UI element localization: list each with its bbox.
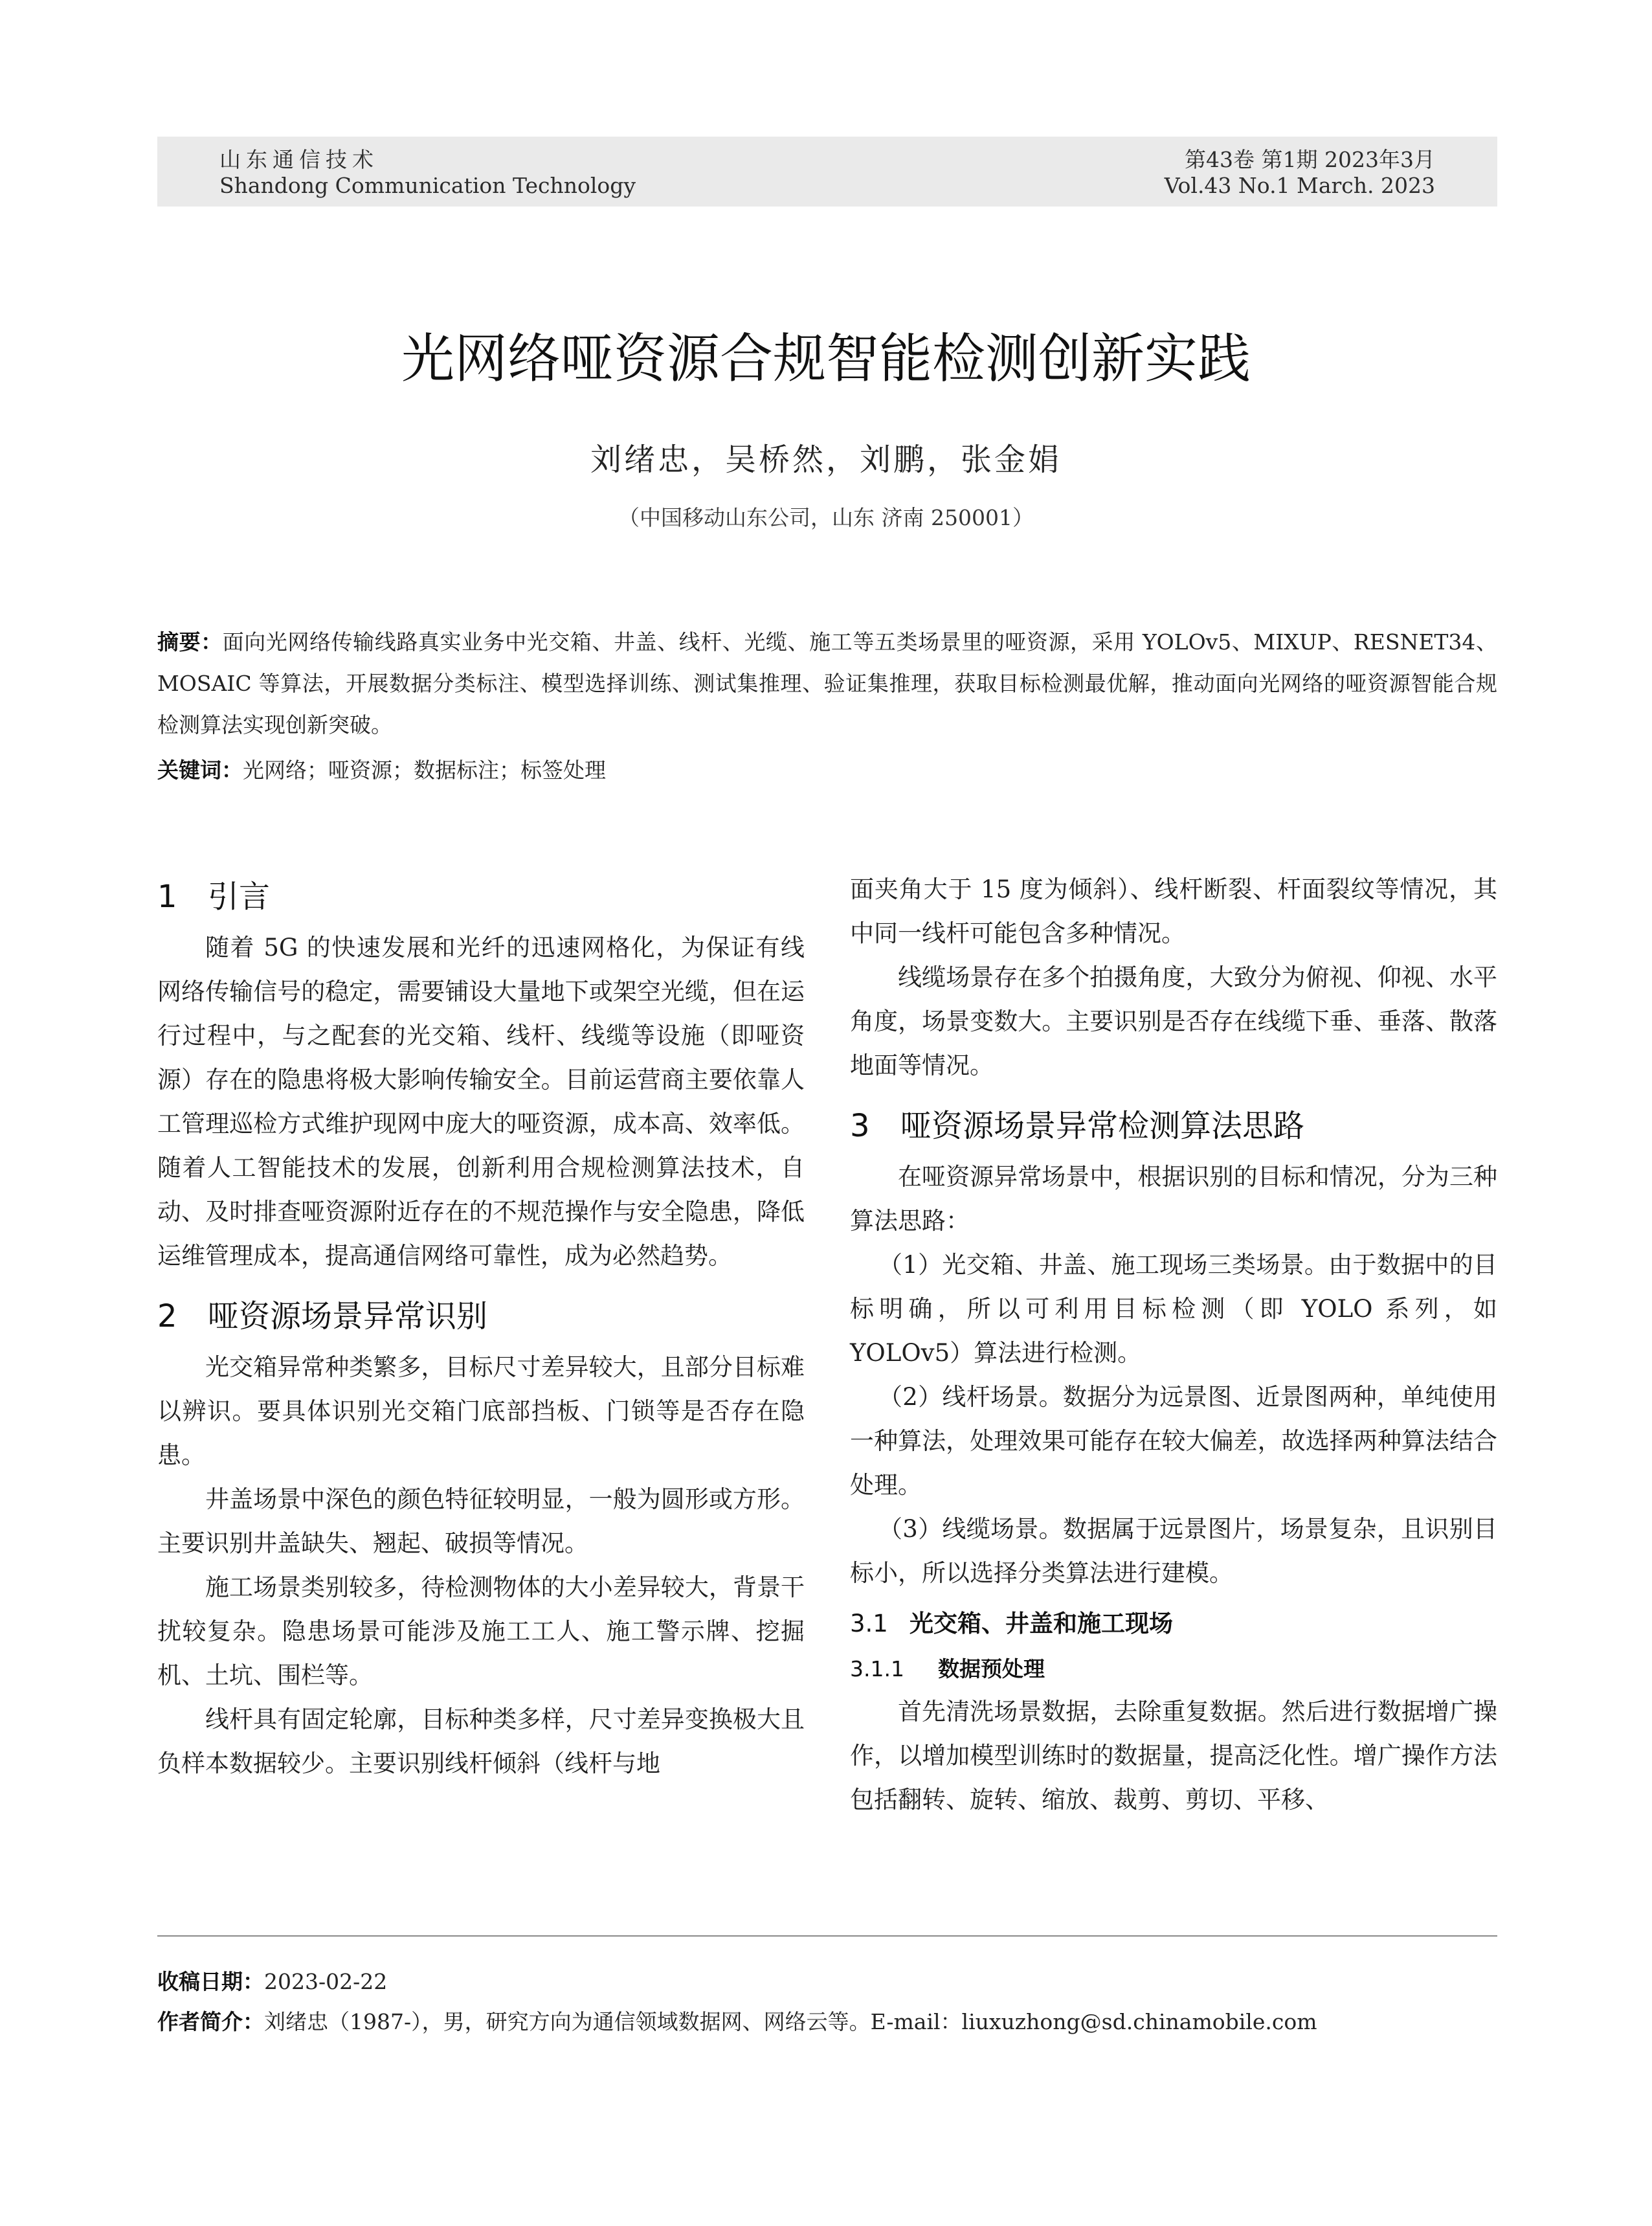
abstract	[157, 622, 1497, 746]
journal-name-cn: 山东通信技术	[219, 147, 379, 172]
received-date-line	[157, 1962, 1497, 2002]
section-title: 哑资源场景异常检测算法思路	[900, 1108, 1305, 1144]
author-bio-label: 作者简介：	[157, 2009, 264, 2034]
paper-title: 光网络哑资源合规智能检测创新实践	[401, 328, 1251, 390]
section-heading-1	[157, 868, 805, 926]
subsection-title: 光交箱、井盖和施工现场	[910, 1610, 1173, 1637]
section-number: 1	[157, 879, 177, 915]
author-bio-line	[157, 2002, 1497, 2042]
received-label: 收稿日期：	[157, 1969, 264, 1994]
keywords	[157, 750, 1497, 791]
paragraph: 施工场景类别较多，待检测物体的大小差异较大，背景干扰较复杂。隐患场景可能涉及施工工人、施工警示牌、挖掘机、土坑、围栏等。	[157, 1573, 805, 1689]
paragraph: 光交箱异常种类繁多，目标尺寸差异较大，且部分目标难以辨识。要具体识别光交箱门底部挡板、门锁等是否存在隐患。	[157, 1353, 805, 1469]
body-column-right	[850, 868, 1497, 1822]
paragraph: 首先清洗场景数据，去除重复数据。然后进行数据增广操作，以增加模型训练时的数据量，提高泛化性。增广操作方法包括翻转、旋转、缩放、裁剪、剪切、平移、	[850, 1698, 1497, 1814]
subsubsection-title: 数据预处理	[938, 1656, 1045, 1681]
issue-info-block	[1165, 147, 1435, 199]
paragraph: 线缆场景存在多个拍摄角度，大致分为俯视、仰视、水平角度，场景变数大。主要识别是否存在线缆下垂、垂落、散落地面等情况。	[850, 963, 1497, 1079]
subsubsection-heading-3-1-1	[850, 1648, 1497, 1690]
paragraph: 线杆具有固定轮廓，目标种类多样，尺寸差异变换极大且负样本数据较少。主要识别线杆倾斜（线杆与地	[157, 1705, 805, 1777]
paragraph: 随着 5G 的快速发展和光纤的迅速网格化，为保证有线网络传输信号的稳定，需要铺设大量地下或架空光缆，但在运行过程中，与之配套的光交箱、线杆、线缆等设施（即哑资源）存在的隐患将极大影响传输安全。目前运营商主要依靠人工管理巡检方式维护现网中庞大的哑资源，成本高、效率低。随着人工智能技术的发展，创新利用合规检测算法技术，自动、及时排查哑资源附近存在的不规范操作与安全隐患，降低运维管理成本，提高通信网络可靠性，成为必然趋势。	[157, 934, 805, 1270]
subsection-number: 3.1	[850, 1610, 888, 1637]
body-column-left	[157, 868, 805, 1786]
paragraph: 在哑资源异常场景中，根据识别的目标和情况，分为三种算法思路：	[850, 1163, 1497, 1235]
list-item: （2）线杆场景。数据分为远景图、近景图两种，单纯使用一种算法，处理效果可能存在较大偏差，故选择两种算法结合处理。	[850, 1383, 1497, 1499]
journal-header	[157, 137, 1497, 207]
abstract-label: 摘要：	[157, 629, 223, 655]
section-heading-3	[850, 1097, 1497, 1155]
footnote	[157, 1962, 1497, 2042]
subsection-heading-3-1	[850, 1599, 1497, 1648]
issue-info-en: Vol.43 No.1 March. 2023	[1164, 173, 1435, 198]
section-number: 3	[850, 1108, 870, 1144]
paragraph-continued: 面夹角大于 15 度为倾斜）、线杆断裂、杆面裂纹等情况，其中同一线杆可能包含多种情况。	[850, 875, 1497, 947]
section-number: 2	[157, 1298, 177, 1334]
journal-name-block	[219, 147, 636, 199]
keywords-label: 关键词：	[157, 758, 243, 783]
paragraph: 井盖场景中深色的颜色特征较明显，一般为圆形或方形。主要识别井盖缺失、翘起、破损等情况。	[157, 1485, 805, 1557]
list-item: （3）线缆场景。数据属于远景图片，场景复杂，且识别目标小，所以选择分类算法进行建模。	[850, 1515, 1497, 1587]
received-date: 2023-02-22	[264, 1969, 388, 1994]
abstract-text: 面向光网络传输线路真实业务中光交箱、井盖、线杆、光缆、施工等五类场景里的哑资源，采用 YOLOv5、MIXUP、RESNET34、MOSAIC 等算法，开展数据分类标注、模型选择训练、测试集推理、验证集推理，获取目标检测最优解，推动面向光网络的哑资源智能合规检测算法实现创新突破。	[157, 629, 1497, 737]
list-item: （1）光交箱、井盖、施工现场三类场景。由于数据中的目标明确，所以可利用目标检测（即 YOLO 系列，如 YOLOv5）算法进行检测。	[850, 1251, 1497, 1367]
author-bio-text: 刘绪忠（1987-），男，研究方向为通信领域数据网、网络云等。E-mail：liuxuzhong@sd.chinamobile.com	[264, 2009, 1317, 2034]
issue-info-cn: 第43卷 第1期 2023年3月	[1185, 147, 1435, 172]
journal-name-en: Shandong Communication Technology	[219, 173, 636, 198]
section-heading-2	[157, 1287, 805, 1345]
footnote-divider	[157, 1935, 1497, 1937]
section-title: 引言	[208, 879, 271, 915]
section-title: 哑资源场景异常识别	[208, 1298, 488, 1334]
subsubsection-number: 3.1.1	[850, 1656, 904, 1681]
keywords-text: 光网络；哑资源；数据标注；标签处理	[243, 758, 606, 783]
paper-affiliation: （中国移动山东公司，山东 济南 250001）	[618, 505, 1034, 530]
paper-authors: 刘绪忠，吴桥然，刘鹏，张金娟	[590, 442, 1062, 478]
